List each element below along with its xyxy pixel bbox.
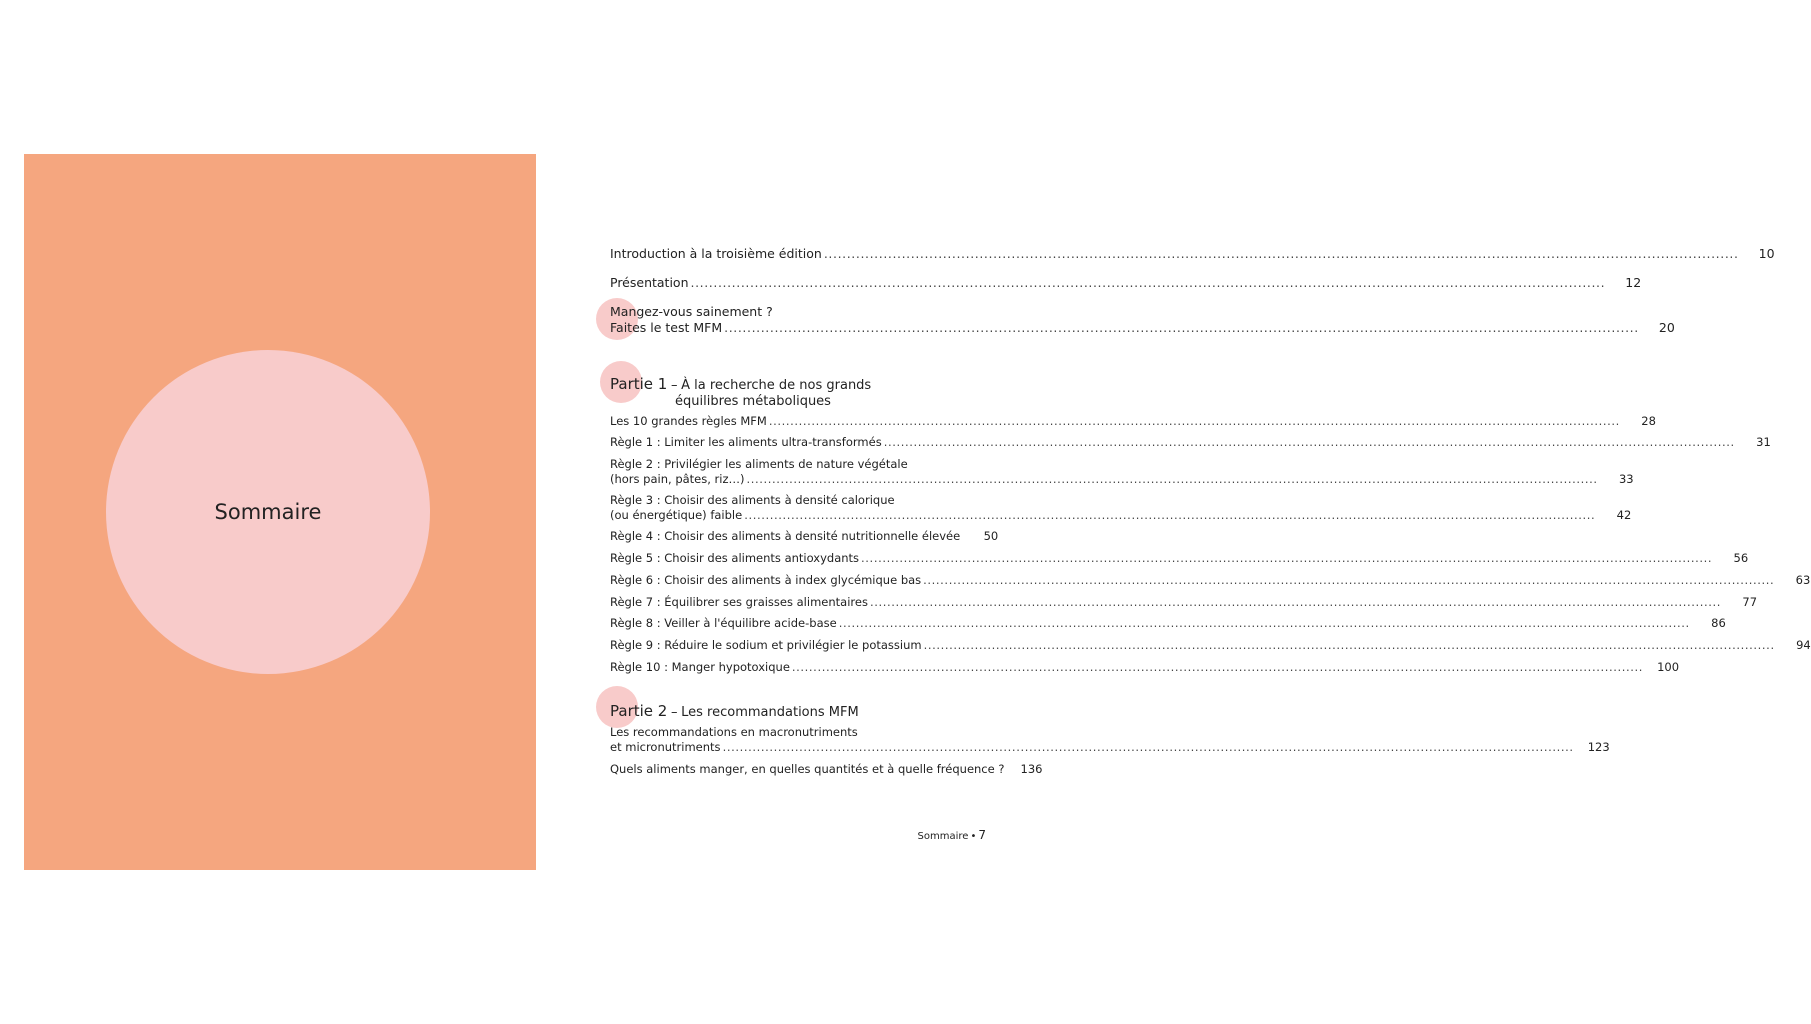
toc-entry-part1-7[interactable] [610, 573, 1811, 588]
toc-entry-part2-2[interactable] [610, 762, 1043, 777]
toc-entry-part1-4[interactable] [610, 493, 1632, 523]
toc-entry-text: Règle 9 : Réduire le sodium et privilégier le potassium [610, 638, 922, 652]
toc-entry-text: Règle 7 : Équilibrer ses graisses alimentaires [610, 595, 868, 609]
part1-title-line2: équilibres métaboliques [675, 394, 831, 409]
toc-entry-text: Règle 5 : Choisir des aliments antioxydants [610, 551, 860, 565]
toc-page-number: 100 [1657, 660, 1680, 674]
part1-heading[interactable] [610, 375, 871, 409]
leader-dots [691, 275, 1606, 291]
toc-entry-part1-6[interactable] [610, 551, 1749, 566]
toc-entry-text: Faites le test MFM [610, 320, 723, 335]
leader-dots [723, 740, 1574, 755]
toc-page-number: 63 [1795, 573, 1811, 587]
leader-dots [769, 414, 1620, 429]
footer-section-label: Sommaire [917, 831, 969, 842]
leader-dots [744, 508, 1595, 523]
leader-dots [870, 595, 1721, 610]
toc-entry-text: Règle 10 : Manger hypotoxique [610, 660, 790, 674]
title-circle [106, 350, 430, 674]
part1-title-line1: À la recherche de nos grands [681, 378, 872, 393]
toc-entry-text: Introduction à la troisième édition [610, 246, 822, 261]
part2-heading[interactable] [610, 702, 859, 720]
toc-page-number: 31 [1756, 435, 1771, 449]
toc-entry-text: (ou énergétique) faible [610, 508, 743, 522]
leader-dots [884, 435, 1735, 450]
toc-entry-text: Règle 2 : Privilégier les aliments de nature végétale [610, 457, 908, 471]
footer-bullet: • [970, 831, 977, 842]
toc-page-number: 50 [983, 529, 999, 543]
toc-entry-text: Présentation [610, 275, 689, 290]
footer-page-number: 7 [978, 828, 986, 842]
toc-page-number: 20 [1658, 320, 1675, 335]
toc-entry-part1-5[interactable] [610, 529, 999, 544]
toc-entry-text: Quels aliments manger, en quelles quantités et à quelle fréquence ? [610, 762, 1005, 776]
toc-entry-part1-2[interactable] [610, 435, 1771, 450]
leader-dots [839, 616, 1690, 631]
page-title: Sommaire [214, 500, 322, 524]
toc-entry-part1-8[interactable] [610, 595, 1758, 610]
toc-entry-text: et micronutriments [610, 740, 721, 754]
leader-dots [747, 472, 1598, 487]
toc-entry-part2-1[interactable] [610, 725, 1610, 755]
toc-entry-text: (hors pain, pâtes, riz…) [610, 472, 745, 486]
part1-label: Partie 1 [610, 375, 668, 393]
part2-label: Partie 2 [610, 702, 668, 720]
toc-entry-text: Règle 1 : Limiter les aliments ultra-transformés [610, 435, 882, 449]
toc-page-number: 86 [1711, 616, 1726, 630]
leader-dots [861, 551, 1712, 566]
toc-entry-part1-1[interactable] [610, 414, 1656, 429]
toc-page-number: 33 [1618, 472, 1634, 486]
part2-title: Les recommandations MFM [681, 705, 859, 720]
toc-entry-text: Les recommandations en macronutriments [610, 725, 858, 739]
toc-entry-text: Mangez-vous sainement ? [610, 304, 773, 319]
left-page [24, 154, 536, 870]
toc-entry-part1-10[interactable] [610, 638, 1811, 653]
toc-entry-test-mfm[interactable] [610, 304, 1675, 336]
toc-page-number: 56 [1733, 551, 1749, 565]
toc-entry-part1-9[interactable] [610, 616, 1726, 631]
toc-page-number: 10 [1758, 246, 1775, 261]
toc-entry-presentation[interactable] [610, 275, 1642, 291]
toc-page-number: 28 [1641, 414, 1656, 428]
toc-page-number: 42 [1616, 508, 1632, 522]
leader-dots [824, 246, 1739, 262]
toc-entry-text: Règle 4 : Choisir des aliments à densité nutritionnelle élevée [610, 529, 961, 543]
toc-entry-part1-11[interactable] [610, 660, 1680, 675]
toc-entry-text: Règle 3 : Choisir des aliments à densité calorique [610, 493, 895, 507]
leader-dots [923, 573, 1774, 588]
leader-dots [792, 660, 1643, 675]
toc-page-number: 77 [1742, 595, 1758, 609]
part2-dash: – [670, 705, 678, 720]
page-footer [918, 828, 986, 842]
toc-entry-text: Règle 8 : Veiller à l'équilibre acide-base [610, 616, 837, 630]
toc-entry-part1-3[interactable] [610, 457, 1634, 487]
toc-entry-introduction[interactable] [610, 246, 1775, 262]
toc-page-number: 12 [1625, 275, 1642, 290]
toc-page-number: 123 [1587, 740, 1610, 754]
leader-dots [924, 638, 1775, 653]
part1-dash: – [670, 378, 678, 393]
toc-entry-text: Règle 6 : Choisir des aliments à index glycémique bas [610, 573, 922, 587]
toc-page-number: 94 [1796, 638, 1811, 652]
leader-dots [724, 320, 1639, 336]
toc-entry-text: Les 10 grandes règles MFM [610, 414, 767, 428]
toc-page-number: 136 [1020, 762, 1043, 776]
